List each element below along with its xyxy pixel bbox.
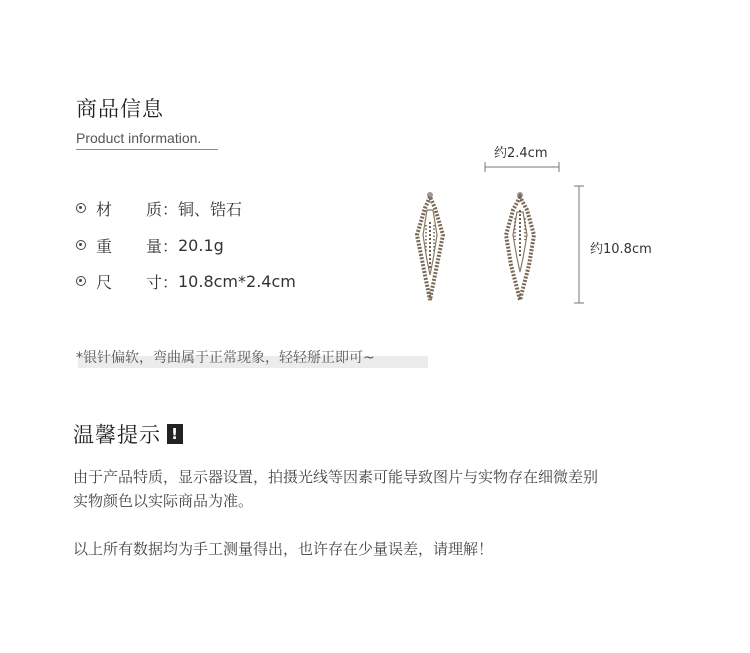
spec-row-size: [76, 269, 296, 293]
spec-value: 20.1g: [178, 235, 224, 255]
spec-row-material: [76, 196, 242, 220]
spec-label: 重 量：: [96, 236, 178, 256]
tips-title: 温馨提示 !: [73, 419, 183, 449]
tips-paragraph-line: 由于产品特质，显示器设置，拍摄光线等因素可能导致图片与实物存在细微差别: [73, 468, 599, 486]
exclamation-icon: !: [167, 424, 183, 444]
section-title: 商品信息: [76, 97, 164, 121]
tips-paragraph: 以上所有数据均为手工测量得出，也许存在少量误差，请理解！: [73, 540, 494, 558]
spec-label: 尺 寸：: [96, 272, 178, 292]
earring-left-illustration: [417, 192, 443, 300]
height-dimension-label: 约10.8cm: [590, 242, 652, 257]
earring-right-illustration: [506, 192, 534, 300]
spec-label: 材 质：: [96, 199, 178, 219]
tips-paragraph-line: 实物颜色以实际商品为准。: [73, 492, 254, 510]
width-dimension-line: [485, 162, 559, 172]
width-dimension-label: 约2.4cm: [494, 146, 548, 161]
spec-value: 铜、锆石: [178, 199, 243, 219]
spec-value: 10.8cm*2.4cm: [178, 271, 296, 291]
bullet-icon: [76, 240, 86, 250]
bullet-icon: [76, 276, 86, 286]
spec-row-weight: [76, 233, 224, 257]
earring-product-image: [405, 140, 675, 320]
subtitle-underline: [76, 149, 218, 150]
height-dimension-line: [574, 186, 584, 303]
bullet-icon: [76, 203, 86, 213]
care-note: *银针偏软，弯曲属于正常现象，轻轻掰正即可~: [76, 350, 375, 366]
section-subtitle: Product information.: [76, 130, 202, 146]
